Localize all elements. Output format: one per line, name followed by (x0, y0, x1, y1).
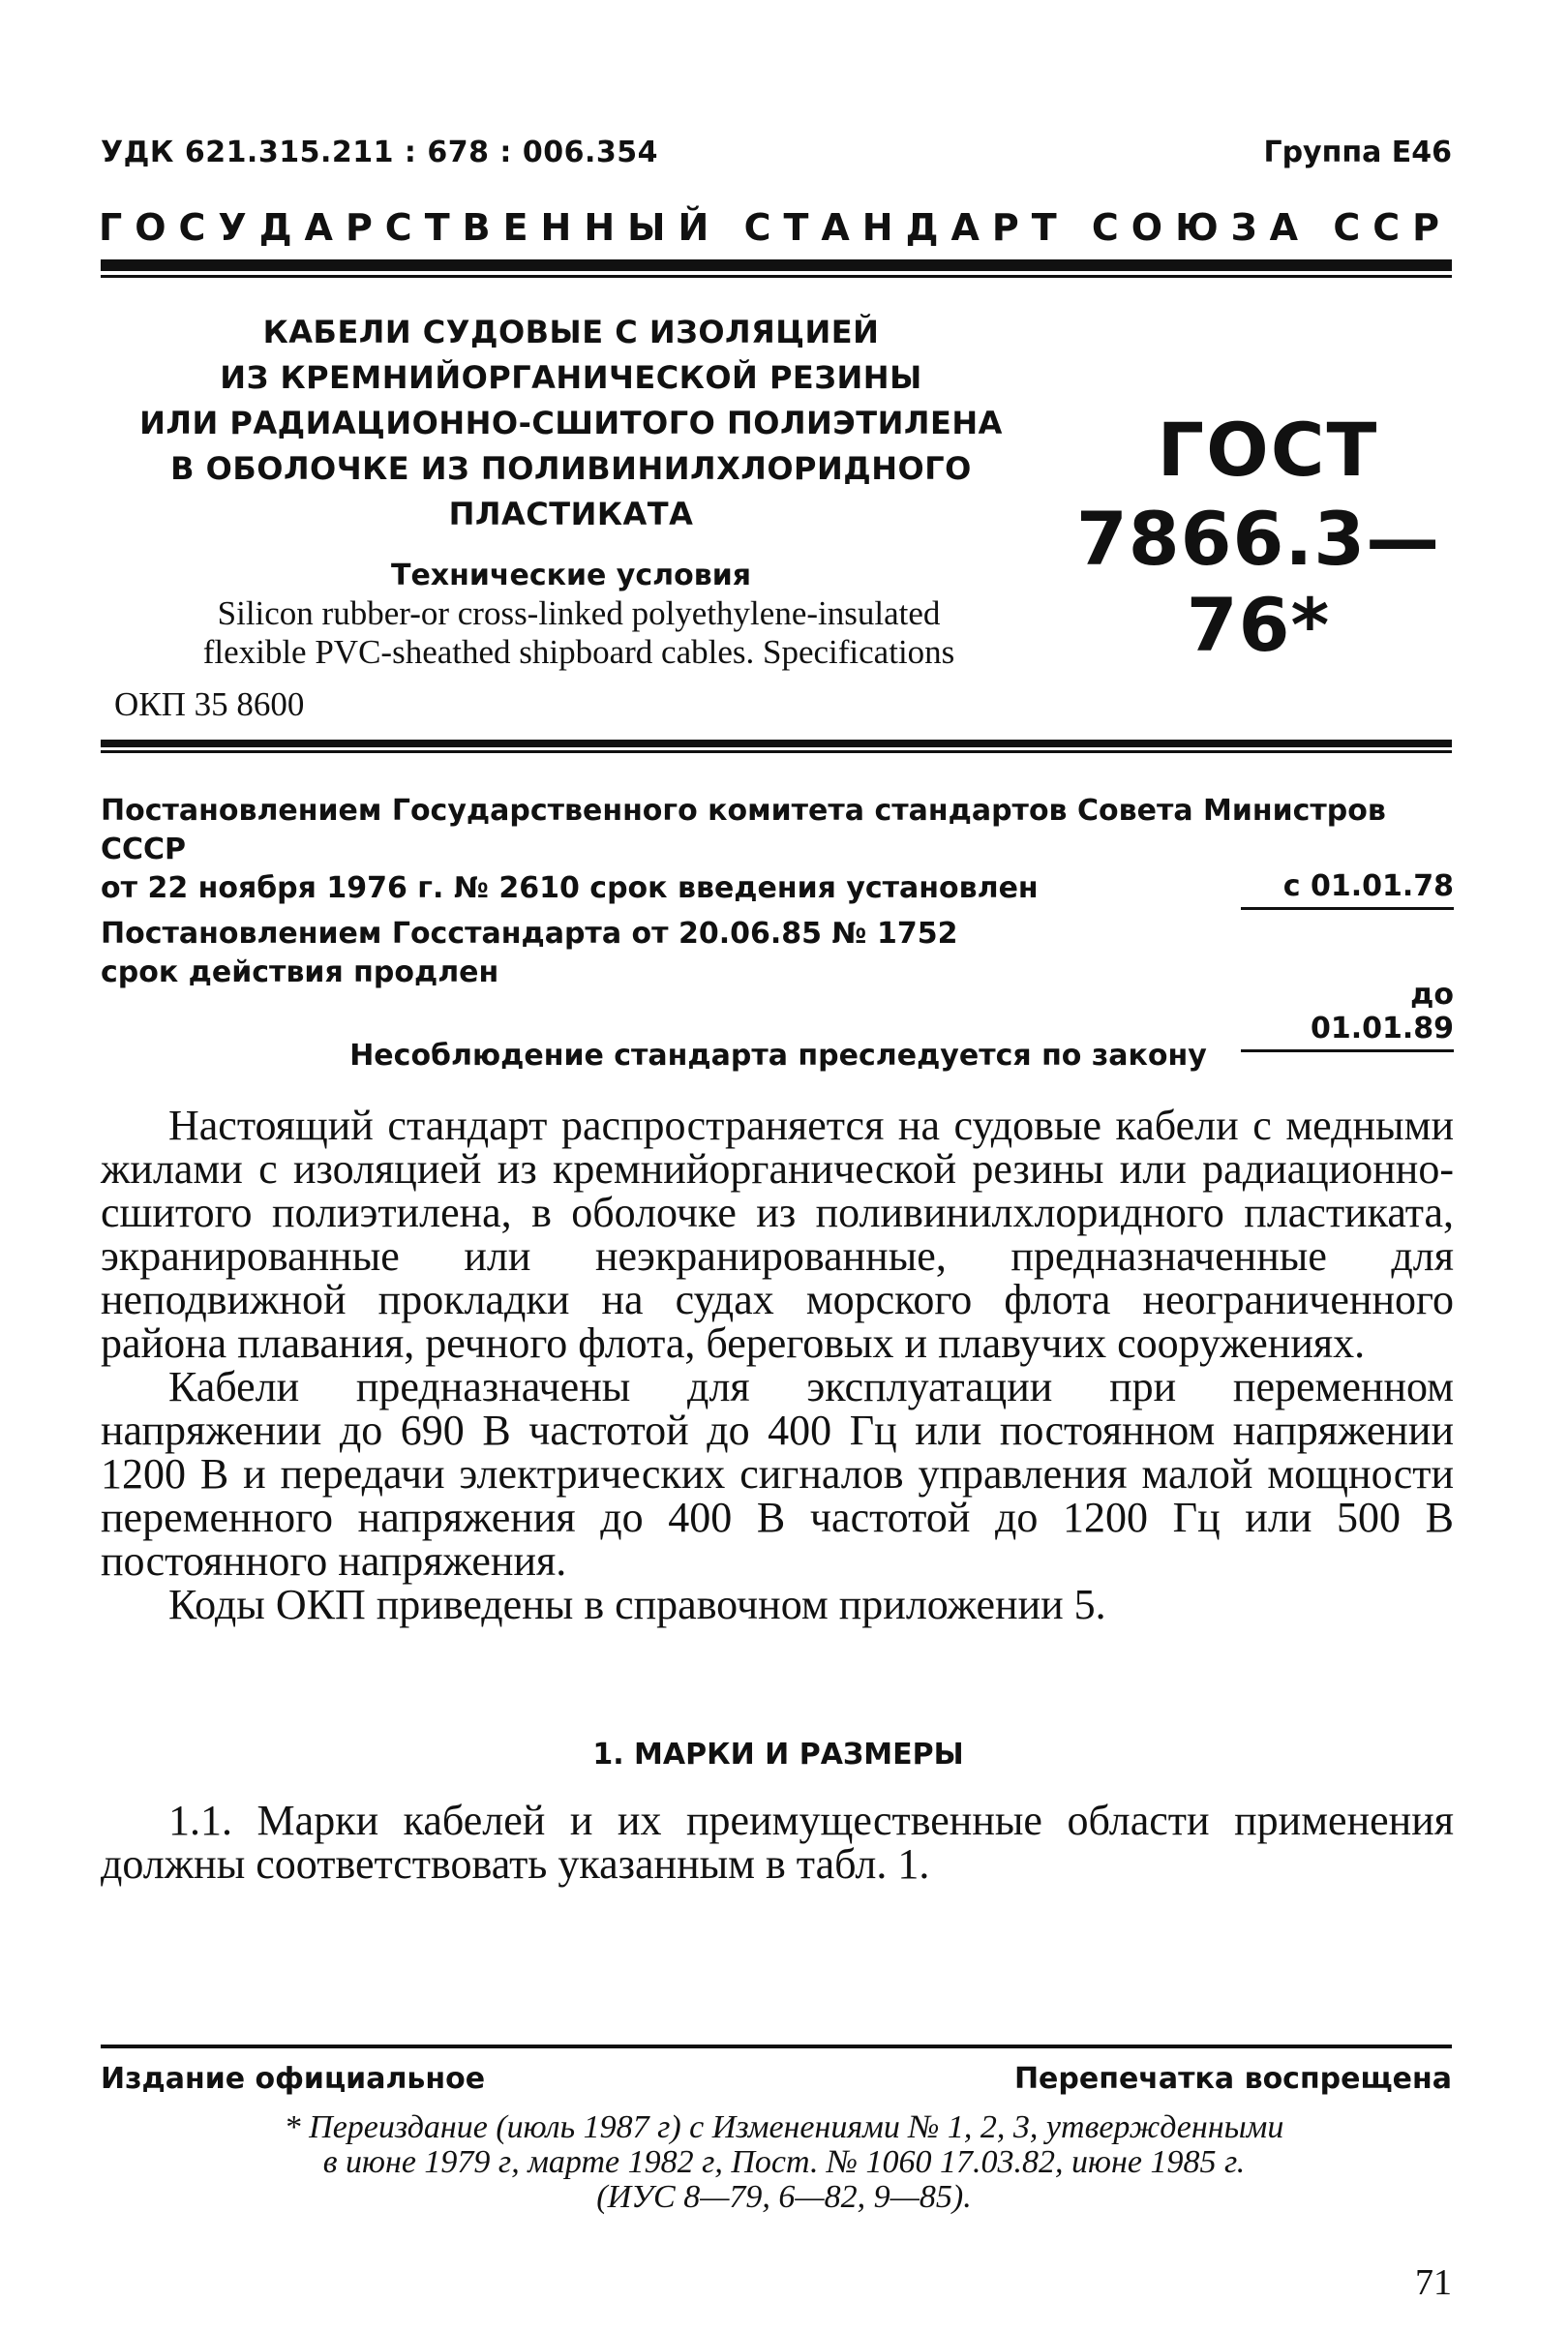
title-rule-thick (101, 740, 1452, 747)
decree-first-line2: от 22 ноября 1976 г. № 2610 срок введения установлен (101, 871, 1039, 905)
expiry-date: до 01.01.89 (1241, 978, 1454, 1052)
paragraph-okp: Коды ОКП приведены в справочном приложении 5. (168, 1581, 1106, 1628)
legal-notice: Несоблюдение стандарта преследуется по закону (349, 1039, 1207, 1073)
english-title (114, 594, 1043, 672)
gost-label: ГОСТ (1157, 407, 1379, 493)
english-title-line: flexible PVC-sheathed shipboard cables. Specifications (202, 633, 955, 671)
decree-second-line1: Постановлением Госстандарта от 20.06.85 № 1752 (101, 917, 958, 951)
gost-number: 7866.3—76* (1075, 496, 1441, 668)
state-word-4: ССР (1333, 206, 1452, 249)
decree-first-line1: Постановлением Государственного комитета стандартов Совета Министров СССР (101, 794, 1386, 866)
document-title (126, 310, 1016, 592)
udk-code: УДК 621.315.211 : 678 : 006.354 (101, 136, 659, 169)
title-line: КАБЕЛИ СУДОВЫЕ С ИЗОЛЯЦИЕЙ (262, 314, 880, 350)
footer-rule (101, 2045, 1452, 2048)
header-rule-thin (101, 275, 1452, 278)
state-word-1: ГОСУДАРСТВЕННЫЙ (99, 206, 722, 249)
state-standard-heading (99, 206, 1452, 249)
okp-code: ОКП 35 8600 (114, 685, 305, 723)
page-number: 71 (1415, 2262, 1452, 2303)
header-rule-thick (101, 259, 1452, 271)
document-subtitle: Технические условия (391, 559, 751, 592)
group-code: Группа Е46 (1263, 136, 1452, 169)
section-heading: 1. МАРКИ И РАЗМЕРЫ (592, 1738, 964, 1772)
paragraph-purpose: Кабели предназначены для эксплуатации при переменном напряжении до 690 В частотой до 400 Гц или постоянном напряжении 1200 В и передачи электрических сигналов управления малой мощности переменного напряжения до 400 В частотой до 1200 Гц или 500 В постоянного напряжения. (101, 1363, 1454, 1585)
reprint-prohibited-label: Перепечатка воспрещена (1013, 2062, 1452, 2096)
state-word-3: СОЮЗА (1091, 206, 1312, 249)
footnote-line: * Переиздание (июль 1987 г) с Изменениями № 1, 2, 3, утвержденными (284, 2109, 1284, 2145)
english-title-line: Silicon rubber-or cross-linked polyethylene-insulated (217, 594, 941, 632)
title-line: ИЛИ РАДИАЦИОННО-СШИТОГО ПОЛИЭТИЛЕНА (139, 405, 1003, 441)
section-body (101, 1799, 1454, 1886)
paragraph-1-1: 1.1. Марки кабелей и их преимущественные области применения должны соответствовать указанным в табл. 1. (101, 1797, 1454, 1888)
title-line: ИЗ КРЕМНИЙОРГАНИЧЕСКОЙ РЕЗИНЫ (220, 359, 922, 396)
paragraph-scope: Настоящий стандарт распространяется на судовые кабели с медными жилами с изоляцией из кремнийорганической резины или радиационно-сшитого полиэтилена, в оболочке из поливинилхлоридного пластиката, экранированные или неэкранированные, предназначенные для неподвижной прокладки на судах морского флота неограниченного района плавания, речного флота, береговых и плавучих сооружениях. (101, 1102, 1454, 1367)
footnote-line: в июне 1979 г, марте 1982 г, Пост. № 1060 17.03.82, июне 1985 г. (322, 2144, 1246, 2180)
footnote-line: (ИУС 8—79, 6—82, 9—85). (596, 2179, 972, 2215)
title-line: В ОБОЛОЧКЕ ИЗ ПОЛИВИНИЛХЛОРИДНОГО (170, 450, 972, 487)
decree-second-line2: срок действия продлен (101, 955, 499, 989)
title-line: ПЛАСТИКАТА (448, 496, 694, 532)
effective-date: с 01.01.78 (1241, 869, 1454, 910)
footnote (155, 2110, 1413, 2215)
state-word-2: СТАНДАРТ (743, 206, 1070, 249)
body-text (101, 1104, 1454, 1626)
title-rule-thin (101, 750, 1452, 753)
official-edition-label: Издание официальное (101, 2062, 486, 2096)
